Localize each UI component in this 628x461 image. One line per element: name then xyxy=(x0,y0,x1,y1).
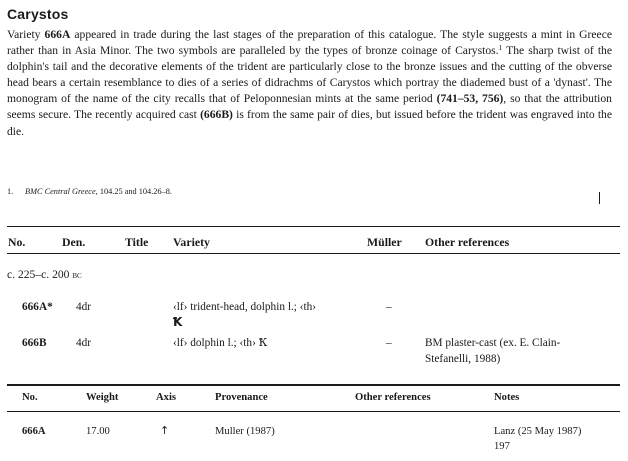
t1-row1-monogram: Ꝁ xyxy=(173,315,181,329)
footnote xyxy=(7,187,172,196)
text-cursor-mark xyxy=(599,192,600,204)
footnote-number: 1. xyxy=(7,187,14,196)
t2-row1-weight: 17.00 xyxy=(86,426,110,437)
t2-header-provenance: Provenance xyxy=(215,392,268,403)
t1-row1-no: 666A* xyxy=(22,301,53,313)
para-text: Variety xyxy=(7,28,45,41)
t1-row1-den: 4dr xyxy=(76,301,92,313)
para-number-ref: (741–53, 756) xyxy=(436,92,504,106)
t2-header-no: No. xyxy=(22,392,38,403)
table2-header-rule xyxy=(7,411,620,412)
para-cast-ref: (666B) xyxy=(200,108,233,122)
t1-row1-variety: ‹lf› trident-head, dolphin l.; ‹th› xyxy=(173,301,317,313)
table2-top-rule xyxy=(7,384,620,386)
para-text: appeared in trade during the last stages of the preparation of this catalogue. The style suggests a mint in Greece rather than in Asia Minor. The two symbols are paralleled by the types of bronze coinage of Carystos. xyxy=(7,28,612,58)
t2-header-weight: Weight xyxy=(86,392,119,403)
footnote-source: BMC Central Greece xyxy=(25,187,96,196)
t2-row1-notes-line1: Lanz (25 May 1987) xyxy=(494,426,582,437)
table1-header-rule xyxy=(7,253,620,254)
period-label xyxy=(7,268,82,281)
t2-header-notes: Notes xyxy=(494,392,520,403)
t1-row2-other-line1: BM plaster-cast (ex. E. Clain- xyxy=(425,337,561,349)
t1-row2-variety: ‹lf› dolphin l.; ‹th› Ꝁ xyxy=(173,337,268,349)
t1-header-muller: Müller xyxy=(367,235,402,249)
table1-top-rule xyxy=(7,226,620,227)
t1-row2-muller: – xyxy=(386,337,392,349)
period-dates: c. 225–c. 200 xyxy=(7,268,73,281)
t1-header-other: Other references xyxy=(425,235,510,249)
t2-row1-axis: ↑ xyxy=(160,424,170,437)
commentary-paragraph xyxy=(7,27,612,140)
t2-header-axis: Axis xyxy=(156,392,177,403)
t2-row1-no: 666A xyxy=(22,426,46,437)
t2-row1-notes-line2: 197 xyxy=(494,441,510,452)
para-text: is from the same pair of dies, but issued before the trident was engraved into the die. xyxy=(7,108,612,138)
t1-row1-muller: – xyxy=(386,301,392,313)
section-heading: Carystos xyxy=(7,6,69,22)
t2-row1-provenance: Muller (1987) xyxy=(215,426,275,437)
footnote-reference: 1 xyxy=(498,43,503,53)
para-text: The sharp twist of the dolphin's tail and the decorative elements of the trident are particularly close to the bronze issues and the cutting of the obverse head bears a certain resemblance to dies of a series of didrachms of Carystos which portray the diademed bust of a 'dynast'. The monogram of the name of the city recalls that of Peloponnesian mints at the same period xyxy=(7,44,612,106)
footnote-refs: , 104.25 and 104.26–8. xyxy=(95,187,172,196)
t1-header-no: No. xyxy=(8,235,26,249)
t1-header-title: Title xyxy=(125,235,149,249)
t1-row2-no: 666B xyxy=(22,337,47,349)
period-era: bc xyxy=(72,270,82,281)
t1-header-variety: Variety xyxy=(173,235,210,249)
t1-header-den: Den. xyxy=(62,235,86,249)
para-variety-ref: 666A xyxy=(44,28,71,41)
t1-row2-other-line2: Stefanelli, 1988) xyxy=(425,353,501,365)
t1-row2-den: 4dr xyxy=(76,337,92,349)
t2-header-other: Other references xyxy=(355,392,431,403)
para-text: , so that the attribution seems secure. The recently acquired cast xyxy=(7,92,612,122)
